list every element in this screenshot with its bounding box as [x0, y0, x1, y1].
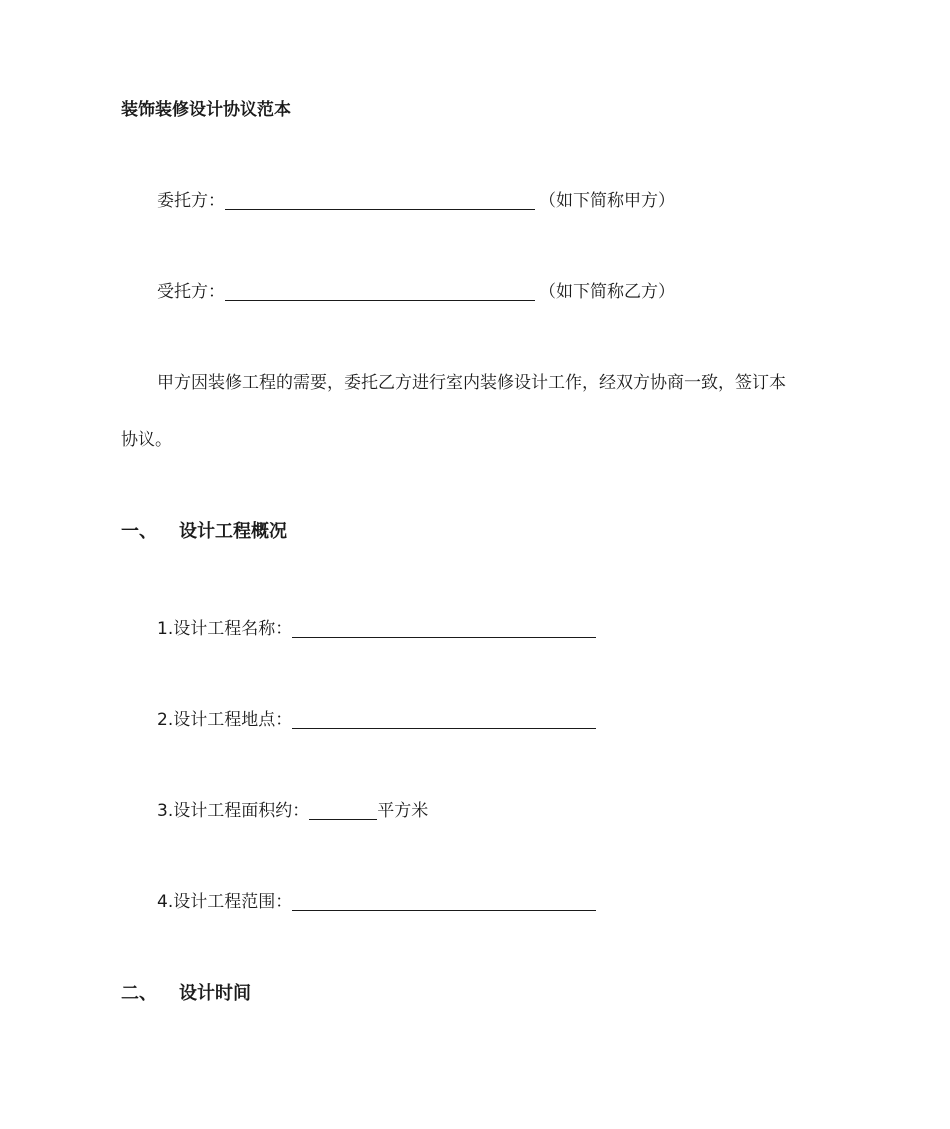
- project-area-blank-field[interactable]: [309, 801, 377, 820]
- intro-paragraph-line-2: 协议。: [121, 430, 172, 450]
- client-line: [157, 189, 675, 213]
- project-location-blank-field[interactable]: [292, 710, 596, 729]
- section-2-heading: [121, 982, 251, 1006]
- project-scope-line: [157, 890, 596, 914]
- project-location-line: [157, 708, 596, 732]
- project-location-label: 2.设计工程地点：: [157, 710, 293, 730]
- project-scope-label: 4.设计工程范围：: [157, 892, 293, 912]
- document-title: 装饰装修设计协议范本: [121, 100, 291, 120]
- project-name-label: 1.设计工程名称：: [157, 619, 293, 639]
- project-area-label: 3.设计工程面积约：: [157, 801, 310, 821]
- contractor-label: 受托方：: [157, 282, 225, 302]
- contractor-blank-field[interactable]: [225, 282, 535, 301]
- section-1-heading: [121, 520, 287, 544]
- client-label: 委托方：: [157, 191, 225, 211]
- project-area-line: [157, 799, 428, 823]
- section-1-title: 设计工程概况: [179, 521, 287, 542]
- project-area-unit: 平方米: [377, 801, 429, 821]
- project-scope-blank-field[interactable]: [292, 892, 596, 911]
- project-name-line: [157, 617, 596, 641]
- client-blank-field[interactable]: [225, 191, 535, 210]
- intro-paragraph-line-1: 甲方因装修工程的需要，委托乙方进行室内装修设计工作，经双方协商一致，签订本: [157, 373, 786, 393]
- section-1-number: 一、: [121, 521, 157, 542]
- project-name-blank-field[interactable]: [292, 619, 596, 638]
- contractor-line: [157, 280, 675, 304]
- section-2-title: 设计时间: [179, 983, 251, 1004]
- client-suffix: （如下简称甲方）: [539, 191, 675, 211]
- section-2-number: 二、: [121, 983, 157, 1004]
- contractor-suffix: （如下简称乙方）: [539, 282, 675, 302]
